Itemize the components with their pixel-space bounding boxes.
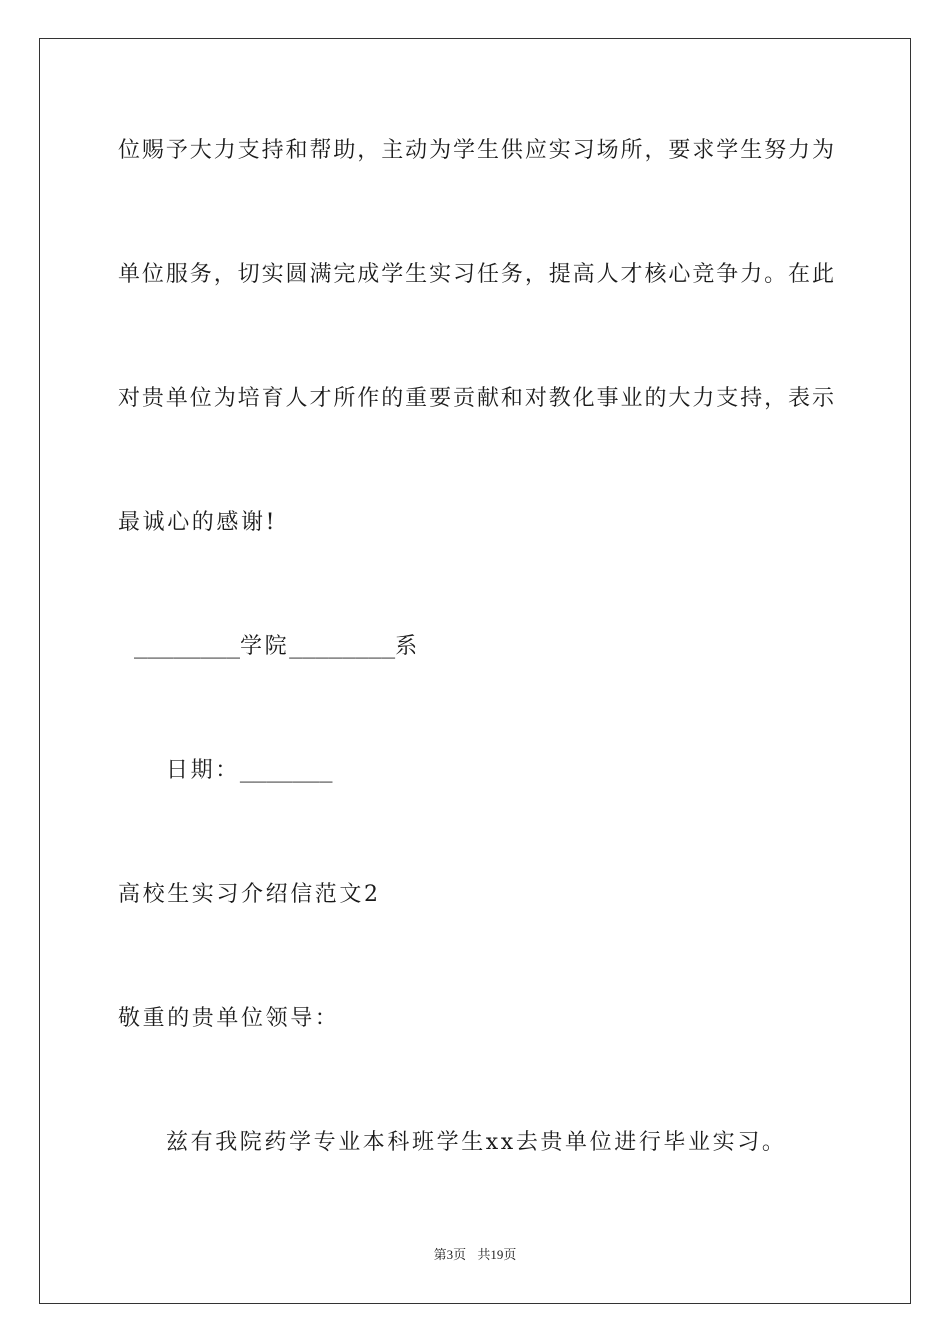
salutation: 敬重的贵单位领导：: [118, 1006, 340, 1031]
college-blank: ________: [134, 634, 240, 659]
section-heading: 高校生实习介绍信范文2: [118, 882, 381, 907]
date-blank: _______: [239, 758, 333, 783]
college-label: 学院: [239, 634, 290, 659]
date-line: [166, 756, 333, 786]
department-blank: ________: [289, 634, 396, 659]
body-line: 兹有我院药学专业本科班学生xx去贵单位进行毕业实习。: [166, 1130, 787, 1155]
page-border: [39, 38, 911, 1304]
page-total: 共19页: [477, 1247, 517, 1262]
paragraph-line: 最诚心的感谢!: [118, 510, 278, 535]
page-footer: [0, 1246, 950, 1264]
paragraph-line: 单位服务，切实圆满完成学生实习任务，提高人才核心竞争力。在此: [118, 262, 834, 287]
page-number: 第3页: [433, 1247, 467, 1262]
department-label: 系: [395, 634, 420, 659]
signature-line: [134, 632, 420, 662]
paragraph-line: 位赐予大力支持和帮助，主动为学生供应实习场所，要求学生努力为: [118, 138, 834, 163]
date-label: 日期：: [166, 758, 240, 783]
paragraph-line: 对贵单位为培育人才所作的重要贡献和对教化事业的大力支持，表示: [118, 386, 834, 411]
